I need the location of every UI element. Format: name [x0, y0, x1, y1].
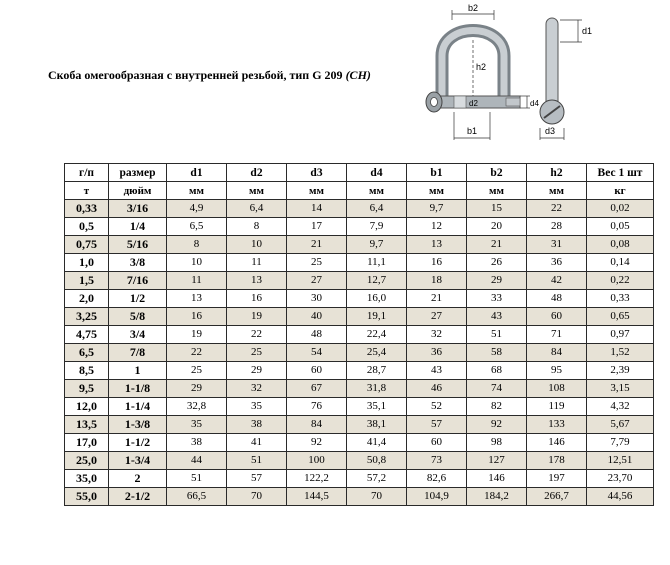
- table-cell: 2,39: [587, 362, 654, 380]
- shackle-side-view: [540, 18, 564, 124]
- table-cell: 10: [227, 236, 287, 254]
- label-d1: d1: [582, 26, 593, 36]
- table-cell: 82: [467, 398, 527, 416]
- unit-cell: мм: [467, 182, 527, 200]
- table-cell: 21: [287, 236, 347, 254]
- table-cell: 68: [467, 362, 527, 380]
- table-row: [65, 344, 654, 362]
- table-cell: 22,4: [347, 326, 407, 344]
- table-cell: 84: [287, 416, 347, 434]
- table-row: [65, 488, 654, 506]
- table-cell: 32: [407, 326, 467, 344]
- table-cell: 5/8: [109, 308, 167, 326]
- table-cell: 19: [167, 326, 227, 344]
- table-cell: 184,2: [467, 488, 527, 506]
- table-cell: 1/2: [109, 290, 167, 308]
- table-cell: 100: [287, 452, 347, 470]
- table-cell: 11,1: [347, 254, 407, 272]
- table-cell: 0,33: [587, 290, 654, 308]
- table-cell: 0,5: [65, 218, 109, 236]
- table-cell: 4,32: [587, 398, 654, 416]
- table-cell: 127: [467, 452, 527, 470]
- table-row: [65, 290, 654, 308]
- table-cell: 22: [527, 200, 587, 218]
- table-cell: 2,0: [65, 290, 109, 308]
- table-cell: 7,9: [347, 218, 407, 236]
- shackle-spec-table: [64, 163, 654, 506]
- table-cell: 30: [287, 290, 347, 308]
- table-cell: 197: [527, 470, 587, 488]
- table-cell: 16,0: [347, 290, 407, 308]
- table-cell: 1,0: [65, 254, 109, 272]
- label-b2: b2: [468, 3, 479, 13]
- table-cell: 28,7: [347, 362, 407, 380]
- table-cell: 15: [467, 200, 527, 218]
- table-cell: 3,15: [587, 380, 654, 398]
- table-cell: 25,4: [347, 344, 407, 362]
- table-cell: 19,1: [347, 308, 407, 326]
- table-cell: 0,02: [587, 200, 654, 218]
- table-cell: 14: [287, 200, 347, 218]
- table-cell: 57: [227, 470, 287, 488]
- table-cell: 108: [527, 380, 587, 398]
- table-cell: 1-1/2: [109, 434, 167, 452]
- table-row: [65, 236, 654, 254]
- table-cell: 8: [227, 218, 287, 236]
- label-d2: d2: [469, 99, 478, 108]
- table-cell: 82,6: [407, 470, 467, 488]
- table-cell: 5/16: [109, 236, 167, 254]
- unit-cell: мм: [407, 182, 467, 200]
- table-cell: 9,7: [347, 236, 407, 254]
- table-cell: 6,5: [65, 344, 109, 362]
- table-cell: 67: [287, 380, 347, 398]
- table-cell: 21: [407, 290, 467, 308]
- table-cell: 8: [167, 236, 227, 254]
- table-cell: 57,2: [347, 470, 407, 488]
- header-cell: d3: [287, 164, 347, 182]
- table-row: [65, 308, 654, 326]
- unit-cell: мм: [527, 182, 587, 200]
- table-cell: 2-1/2: [109, 488, 167, 506]
- table-cell: 36: [527, 254, 587, 272]
- header-row-units: [65, 182, 654, 200]
- spec-table-body: [65, 200, 654, 506]
- table-cell: 51: [227, 452, 287, 470]
- table-cell: 10: [167, 254, 227, 272]
- table-cell: 22: [227, 326, 287, 344]
- table-cell: 17: [287, 218, 347, 236]
- unit-cell: дюйм: [109, 182, 167, 200]
- table-cell: 31: [527, 236, 587, 254]
- table-cell: 58: [467, 344, 527, 362]
- table-cell: 41: [227, 434, 287, 452]
- table-cell: 44,56: [587, 488, 654, 506]
- table-cell: 146: [467, 470, 527, 488]
- unit-cell: мм: [347, 182, 407, 200]
- table-cell: 71: [527, 326, 587, 344]
- table-cell: 0,14: [587, 254, 654, 272]
- table-cell: 36: [407, 344, 467, 362]
- header-cell: г/п: [65, 164, 109, 182]
- label-b1: b1: [467, 126, 478, 136]
- header-cell: h2: [527, 164, 587, 182]
- table-cell: 50,8: [347, 452, 407, 470]
- table-cell: 51: [167, 470, 227, 488]
- table-cell: 29: [467, 272, 527, 290]
- table-cell: 13: [227, 272, 287, 290]
- table-cell: 7/8: [109, 344, 167, 362]
- table-row: [65, 470, 654, 488]
- table-cell: 4,9: [167, 200, 227, 218]
- table-cell: 48: [287, 326, 347, 344]
- table-cell: 1-1/8: [109, 380, 167, 398]
- table-cell: 16: [227, 290, 287, 308]
- table-cell: 35: [167, 416, 227, 434]
- table-cell: 4,75: [65, 326, 109, 344]
- header-cell: Вес 1 шт: [587, 164, 654, 182]
- table-cell: 57: [407, 416, 467, 434]
- table-cell: 9,5: [65, 380, 109, 398]
- unit-cell: кг: [587, 182, 654, 200]
- table-cell: 13: [167, 290, 227, 308]
- table-cell: 25: [167, 362, 227, 380]
- table-cell: 17,0: [65, 434, 109, 452]
- table-cell: 122,2: [287, 470, 347, 488]
- table-cell: 20: [467, 218, 527, 236]
- table-cell: 3/8: [109, 254, 167, 272]
- table-cell: 0,05: [587, 218, 654, 236]
- label-d3: d3: [545, 126, 556, 136]
- table-cell: 41,4: [347, 434, 407, 452]
- table-cell: 33: [467, 290, 527, 308]
- table-cell: 32,8: [167, 398, 227, 416]
- table-cell: 38,1: [347, 416, 407, 434]
- table-row: [65, 398, 654, 416]
- table-cell: 1-1/4: [109, 398, 167, 416]
- table-row: [65, 200, 654, 218]
- table-cell: 38: [167, 434, 227, 452]
- table-cell: 51: [467, 326, 527, 344]
- table-cell: 1-3/8: [109, 416, 167, 434]
- table-cell: 31,8: [347, 380, 407, 398]
- table-cell: 92: [467, 416, 527, 434]
- table-cell: 26: [467, 254, 527, 272]
- table-cell: 3,25: [65, 308, 109, 326]
- header-cell: размер: [109, 164, 167, 182]
- header-cell: d2: [227, 164, 287, 182]
- title-main: Скоба омегообразная с внутренней резьбой, тип G 209: [48, 68, 343, 82]
- table-cell: 1-3/4: [109, 452, 167, 470]
- header-cell: b2: [467, 164, 527, 182]
- table-cell: 73: [407, 452, 467, 470]
- table-row: [65, 362, 654, 380]
- table-row: [65, 416, 654, 434]
- table-cell: 76: [287, 398, 347, 416]
- table-cell: 52: [407, 398, 467, 416]
- table-cell: 35: [227, 398, 287, 416]
- table-cell: 9,7: [407, 200, 467, 218]
- table-cell: 43: [407, 362, 467, 380]
- unit-cell: т: [65, 182, 109, 200]
- document-title: [48, 68, 371, 83]
- table-cell: 144,5: [287, 488, 347, 506]
- table-cell: 60: [527, 308, 587, 326]
- table-cell: 70: [227, 488, 287, 506]
- table-cell: 178: [527, 452, 587, 470]
- table-cell: 21: [467, 236, 527, 254]
- table-cell: 29: [167, 380, 227, 398]
- table-cell: 0,65: [587, 308, 654, 326]
- table-cell: 1/4: [109, 218, 167, 236]
- table-cell: 6,5: [167, 218, 227, 236]
- table-cell: 11: [227, 254, 287, 272]
- table-cell: 27: [287, 272, 347, 290]
- table-cell: 104,9: [407, 488, 467, 506]
- table-cell: 22: [167, 344, 227, 362]
- table-cell: 43: [467, 308, 527, 326]
- table-cell: 48: [527, 290, 587, 308]
- table-cell: 13,5: [65, 416, 109, 434]
- table-cell: 7,79: [587, 434, 654, 452]
- table-cell: 1: [109, 362, 167, 380]
- table-row: [65, 452, 654, 470]
- unit-cell: мм: [167, 182, 227, 200]
- table-cell: 46: [407, 380, 467, 398]
- table-cell: 25: [287, 254, 347, 272]
- header-cell: d1: [167, 164, 227, 182]
- table-cell: 12,0: [65, 398, 109, 416]
- table-cell: 35,0: [65, 470, 109, 488]
- table-cell: 60: [287, 362, 347, 380]
- table-cell: 16: [167, 308, 227, 326]
- header-row-names: [65, 164, 654, 182]
- table-cell: 29: [227, 362, 287, 380]
- table-row: [65, 218, 654, 236]
- table-cell: 25: [227, 344, 287, 362]
- table-cell: 3/4: [109, 326, 167, 344]
- label-d4: d4: [530, 99, 539, 108]
- label-h2: h2: [476, 62, 487, 72]
- table-cell: 28: [527, 218, 587, 236]
- table-cell: 60: [407, 434, 467, 452]
- table-cell: 54: [287, 344, 347, 362]
- table-cell: 92: [287, 434, 347, 452]
- table-cell: 11: [167, 272, 227, 290]
- table-cell: 266,7: [527, 488, 587, 506]
- table-cell: 35,1: [347, 398, 407, 416]
- table-cell: 70: [347, 488, 407, 506]
- table-cell: 74: [467, 380, 527, 398]
- table-cell: 27: [407, 308, 467, 326]
- table-cell: 119: [527, 398, 587, 416]
- table-cell: 98: [467, 434, 527, 452]
- unit-cell: мм: [227, 182, 287, 200]
- table-cell: 1,5: [65, 272, 109, 290]
- table-cell: 66,5: [167, 488, 227, 506]
- table-cell: 23,70: [587, 470, 654, 488]
- table-row: [65, 434, 654, 452]
- table-cell: 38: [227, 416, 287, 434]
- table-cell: 0,08: [587, 236, 654, 254]
- table-cell: 12,51: [587, 452, 654, 470]
- table-cell: 16: [407, 254, 467, 272]
- table-cell: 0,75: [65, 236, 109, 254]
- table-cell: 146: [527, 434, 587, 452]
- table-cell: 40: [287, 308, 347, 326]
- table-cell: 6,4: [227, 200, 287, 218]
- table-row: [65, 272, 654, 290]
- unit-cell: мм: [287, 182, 347, 200]
- table-cell: 84: [527, 344, 587, 362]
- table-cell: 55,0: [65, 488, 109, 506]
- table-cell: 25,0: [65, 452, 109, 470]
- table-cell: 18: [407, 272, 467, 290]
- table-cell: 44: [167, 452, 227, 470]
- table-cell: 13: [407, 236, 467, 254]
- table-row: [65, 254, 654, 272]
- table-cell: 133: [527, 416, 587, 434]
- table-cell: 3/16: [109, 200, 167, 218]
- header-cell: d4: [347, 164, 407, 182]
- header-cell: b1: [407, 164, 467, 182]
- table-cell: 1,52: [587, 344, 654, 362]
- table-cell: 95: [527, 362, 587, 380]
- title-suffix: (CH): [345, 68, 371, 82]
- table-cell: 5,67: [587, 416, 654, 434]
- table-cell: 42: [527, 272, 587, 290]
- table-row: [65, 380, 654, 398]
- table-cell: 19: [227, 308, 287, 326]
- table-cell: 0,97: [587, 326, 654, 344]
- table-cell: 6,4: [347, 200, 407, 218]
- table-cell: 32: [227, 380, 287, 398]
- table-cell: 0,22: [587, 272, 654, 290]
- table-cell: 7/16: [109, 272, 167, 290]
- table-cell: 8,5: [65, 362, 109, 380]
- table-cell: 12: [407, 218, 467, 236]
- table-cell: 12,7: [347, 272, 407, 290]
- shackle-drawing: [420, 0, 596, 150]
- table-cell: 0,33: [65, 200, 109, 218]
- table-row: [65, 326, 654, 344]
- table-cell: 2: [109, 470, 167, 488]
